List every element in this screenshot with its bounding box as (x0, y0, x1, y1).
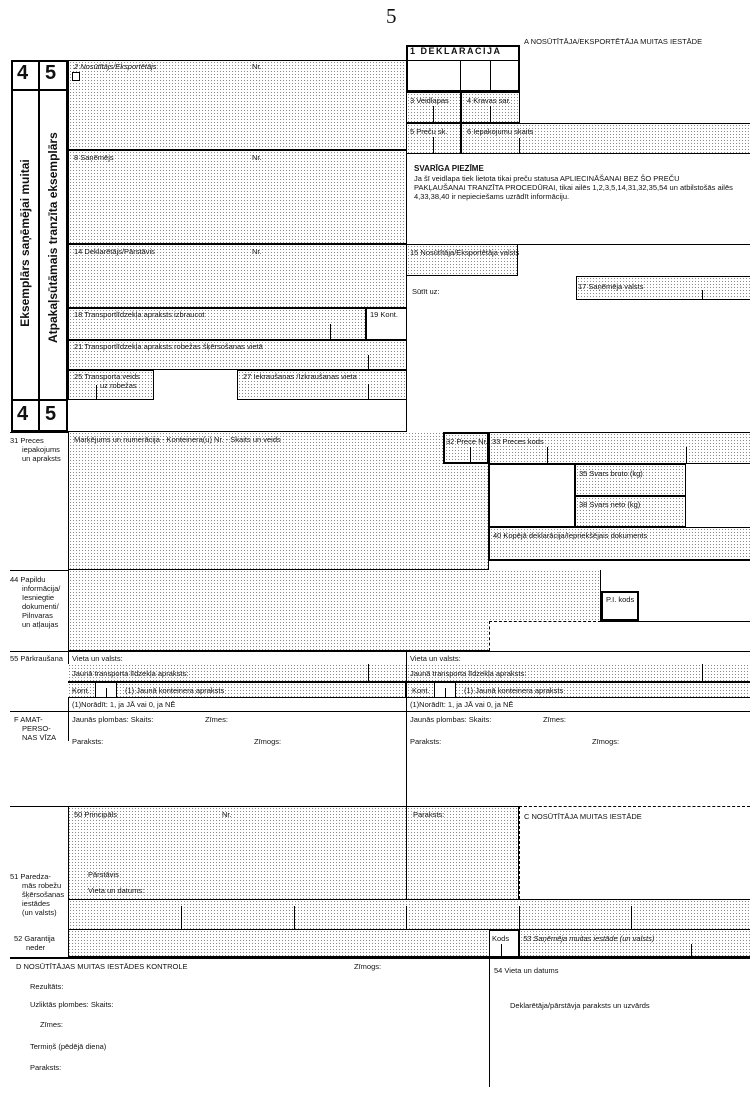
field-51-label-1: 51 Paredza- (10, 872, 51, 881)
field-3-label: 3 Veidlapas (410, 96, 449, 105)
marks-label: Marķējums un numerācija - Konteinera(u) Nr. - Skaits un veids (74, 435, 281, 444)
pi-code-label: P.I. kods (606, 595, 635, 604)
field-18-label: 18 Transportlīdzekļa apraksts izbraucot (74, 310, 205, 319)
kont-left: Kont. (72, 686, 90, 695)
field-31-label-2: iepakojums (22, 445, 60, 454)
field-44-label-4: dokumenti/ (22, 602, 59, 611)
new-container-left: (1) Jaunā konteinera apraksts (125, 686, 225, 695)
representative-label: Pārstāvis (88, 870, 119, 879)
field-52-label-2: neder (26, 943, 46, 952)
field-31-label-3: un apraksts (22, 454, 61, 463)
copy-label-right: Atpakaļsūtāmais tranzīta eksemplārs (46, 132, 60, 343)
notice-title: SVARĪGA PIEZĪME (414, 164, 484, 173)
field-21-label: 21 Transportlīdzekļa apraksts robežas šķērsošanas vietā (74, 342, 263, 351)
field-2-nr: Nr. (252, 62, 262, 71)
field-19-label: 19 Kont. (370, 310, 398, 319)
field-8-nr: Nr. (252, 153, 262, 162)
checkbox-2[interactable] (72, 72, 80, 81)
notice-line-2: PAKĻAUŠANAI TRANZĪTA PROCEDŪRAI, tikai ailēs 1,2,3,5,14,31,32,35,54 un atbilstošās ailēs (414, 183, 733, 192)
field-4-label: 4 Kravas sar. (467, 96, 511, 105)
field-44-label-1: 44 Papildu (10, 575, 46, 584)
goods-right-blank (489, 464, 575, 527)
additional-info-shade-bottom (489, 621, 601, 651)
copy-label-left: Eksemplārs saņēmējai muitai (18, 159, 32, 327)
kods-label: Kods (492, 934, 510, 943)
border-offices-box[interactable] (68, 899, 750, 930)
field-55-label: 55 Pārkraušana (10, 654, 63, 663)
field-33-label: 33 Preces kods (492, 437, 544, 446)
goods-description-box[interactable] (68, 432, 489, 570)
field-31-label-1: 31 Preces (10, 436, 44, 445)
place-date-label: Vieta un datums: (88, 886, 145, 895)
consignor-box[interactable] (68, 60, 407, 150)
copy-number-left-top: 4 (17, 62, 29, 84)
control-zimes: Zīmes: (40, 1020, 63, 1029)
field-53-label: 53 Saņēmēja muitas iestāde (un valsts) (523, 934, 655, 943)
box-c-label: C NOSŪTĪTĀJA MUITAS IESTĀDE (524, 812, 642, 821)
field-14-label: 14 Deklarētājs/Pārstāvis (74, 247, 155, 256)
field-14-nr: Nr. (252, 247, 262, 256)
consignee-box[interactable] (68, 150, 407, 244)
page-number: 5 (386, 4, 397, 28)
transship-means-right-label: Jaunā transporta līdzekļa apraksts: (410, 669, 527, 678)
control-result: Rezultāts: (30, 982, 64, 991)
field-51-label-3: šķērsošanas (22, 890, 65, 899)
transship-means-left-label: Jaunā transporta līdzekļa apraksts: (72, 669, 189, 678)
visa-zimes-right: Zīmes: (543, 715, 566, 724)
field-52-label-1: 52 Garantija (14, 934, 55, 943)
visa-zimes-left: Zīmes: (205, 715, 228, 724)
field-50-nr: Nr. (222, 810, 232, 819)
field-6-label: 6 Iepakojumu skaits (467, 127, 534, 136)
field-2-label: 2 Nosūtītājs/Eksportētājs (74, 62, 157, 71)
field-44-label-2: informācija/ (22, 584, 61, 593)
kont-right: Kont. (412, 686, 430, 695)
field-25-label: 25 Transporta veids (74, 372, 140, 381)
control-stamp: Zīmogs: (354, 962, 382, 971)
new-container-right: (1) Jaunā konteinera apraksts (464, 686, 564, 695)
field-25-sub: uz robežas (100, 381, 137, 390)
field-35-label: 35 Svars bruto (kg) (579, 469, 643, 478)
field-44-label-5: Pilnvaras (22, 611, 53, 620)
send-to-label: Sūtīt uz: (412, 287, 440, 296)
copy-number-right-top: 5 (45, 62, 57, 84)
field-8-label: 8 Saņēmējs (74, 153, 114, 162)
declarant-signature-label: Deklarētāja/pārstāvja paraksts un uzvārds (510, 1001, 650, 1010)
field-38-label: 38 Svars neto (kg) (579, 500, 641, 509)
field-5-label: 5 Preču sk. (410, 127, 448, 136)
visa-stamp-left: Zīmogs: (254, 737, 282, 746)
control-seals: Uzliktās plombes: Skaits: (30, 1000, 114, 1009)
visa-signature-left: Paraksts: (72, 737, 104, 746)
visa-label-1: F AMAT- (14, 715, 43, 724)
field-27-label: 27 Iekraušanas /Izkraušanas vieta (243, 372, 357, 381)
field-15-label: 15 Nosūtītāja/Eksportētāja valsts (410, 248, 520, 257)
field-17-label: 17 Saņēmēja valsts (578, 282, 644, 291)
visa-stamp-right: Zīmogs: (592, 737, 620, 746)
control-title: D NOSŪTĪTĀJAS MUITAS IESTĀDES KONTROLE (16, 962, 188, 971)
field-44-label-6: un atļaujas (22, 620, 59, 629)
notice-line-3: 4,33,38,40 ir nepieciešams uzrādīt informāciju. (414, 192, 570, 201)
field-32-label: 32 Prece Nr. (446, 437, 488, 446)
field-54-label: 54 Vieta un datums (494, 966, 559, 975)
visa-label-2: PERSO- (22, 724, 51, 733)
field-51-label-5: (un valsts) (22, 908, 57, 917)
transship-container-left[interactable] (68, 682, 406, 698)
control-signature: Paraksts: (30, 1063, 62, 1072)
visa-seals-right: Jaunās plombas: Skaits: (410, 715, 492, 724)
note-right: (1)Norādīt: 1, ja JĀ vai 0, ja NĒ (410, 700, 514, 709)
transship-place-left: Vieta un valsts: (72, 654, 123, 663)
field-50-label: 50 Principāls (74, 810, 117, 819)
control-deadline: Termiņš (pēdējā diena) (30, 1042, 107, 1051)
box-a-label: A NOSŪTĪTĀJA/EKSPORTĒTĀJA MUITAS IESTĀDE (524, 37, 703, 46)
principal-signature: Paraksts: (413, 810, 445, 819)
declaration-title: 1 DEKLARĀCIJA (410, 46, 502, 56)
guarantee-box[interactable] (68, 930, 518, 957)
copy-number-right-bottom: 5 (45, 403, 57, 425)
field-51-label-4: iestādes (22, 899, 50, 908)
field-44-label-3: Iesniegtie (22, 593, 55, 602)
visa-signature-right: Paraksts: (410, 737, 442, 746)
copy-number-left-bottom: 4 (17, 403, 29, 425)
notice-line-1: Ja šī veidlapa tiek lietota tikai preču statusa APLIECINĀŠANAI BEZ ŠO PREČU (414, 174, 680, 183)
note-left: (1)Norādīt: 1, ja JĀ vai 0, ja NĒ (72, 700, 176, 709)
visa-seals-left: Jaunās plombas: Skaits: (72, 715, 154, 724)
transship-container-right[interactable] (406, 682, 750, 698)
visa-label-3: NAS VĪZA (22, 733, 57, 742)
field-40-label: 40 Kopējā deklarācija/Iepriekšējais dokuments (493, 531, 648, 540)
field-51-label-2: mās robežu (22, 881, 62, 890)
transship-place-right: Vieta un valsts: (410, 654, 461, 663)
